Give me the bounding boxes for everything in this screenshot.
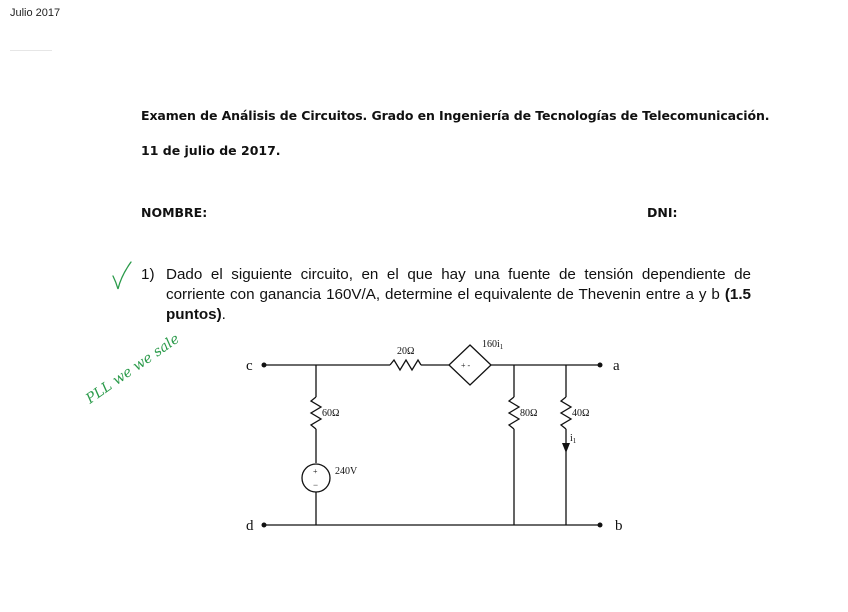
question-1: [141, 265, 751, 325]
dep-source-label: [482, 339, 504, 351]
question-text: Dado el siguiente circuito, en el que hay una fuente de tensión dependiente de corriente con ganancia 160V/A, determine el equivalente de Thevenin entre a y b: [166, 266, 751, 303]
dep-source-signs: + -: [461, 361, 471, 370]
check-icon: [110, 258, 134, 294]
exam-date: 11 de julio de 2017.: [141, 143, 281, 158]
page-corner-label: Julio 2017: [10, 7, 61, 19]
dep-source-gain: 160i: [482, 339, 500, 350]
vsource-plus: +: [313, 467, 318, 476]
question-end: .: [221, 306, 226, 323]
vsource-minus: −: [313, 480, 319, 490]
node-label-b: b: [615, 518, 623, 534]
question-number: 1): [141, 266, 155, 283]
question-points: (1.5 puntos): [166, 286, 751, 323]
question-text-block: [166, 265, 751, 325]
terminal-b: [598, 523, 603, 528]
resistor-80-label: 80Ω: [520, 408, 538, 419]
terminal-d: [262, 523, 267, 528]
current-sub: 1: [572, 437, 577, 445]
dep-source-sub: 1: [499, 343, 504, 351]
node-label-d: d: [246, 518, 254, 534]
terminal-c: [262, 363, 267, 368]
node-label-a: a: [613, 358, 620, 374]
divider: [10, 50, 52, 51]
circuit-diagram: [238, 335, 638, 540]
resistor-40-label: 40Ω: [572, 408, 590, 419]
current-arrow-icon: [562, 443, 570, 453]
dni-field-label: DNI:: [647, 205, 678, 220]
handwritten-note: [80, 330, 183, 432]
exam-title: Examen de Análisis de Circuitos. Grado en Ingeniería de Tecnologías de Telecomunicación.: [141, 108, 770, 123]
resistor-20-label: 20Ω: [397, 346, 415, 357]
current-label: [570, 433, 577, 445]
node-label-c: c: [246, 358, 253, 374]
terminal-a: [598, 363, 603, 368]
handwritten-note-text: PLL we we sale: [83, 330, 183, 408]
current-symbol: i: [570, 433, 573, 444]
resistor-60-label: 60Ω: [322, 408, 340, 419]
name-field-label: NOMBRE:: [141, 205, 208, 220]
vsource-label: 240V: [335, 466, 358, 477]
